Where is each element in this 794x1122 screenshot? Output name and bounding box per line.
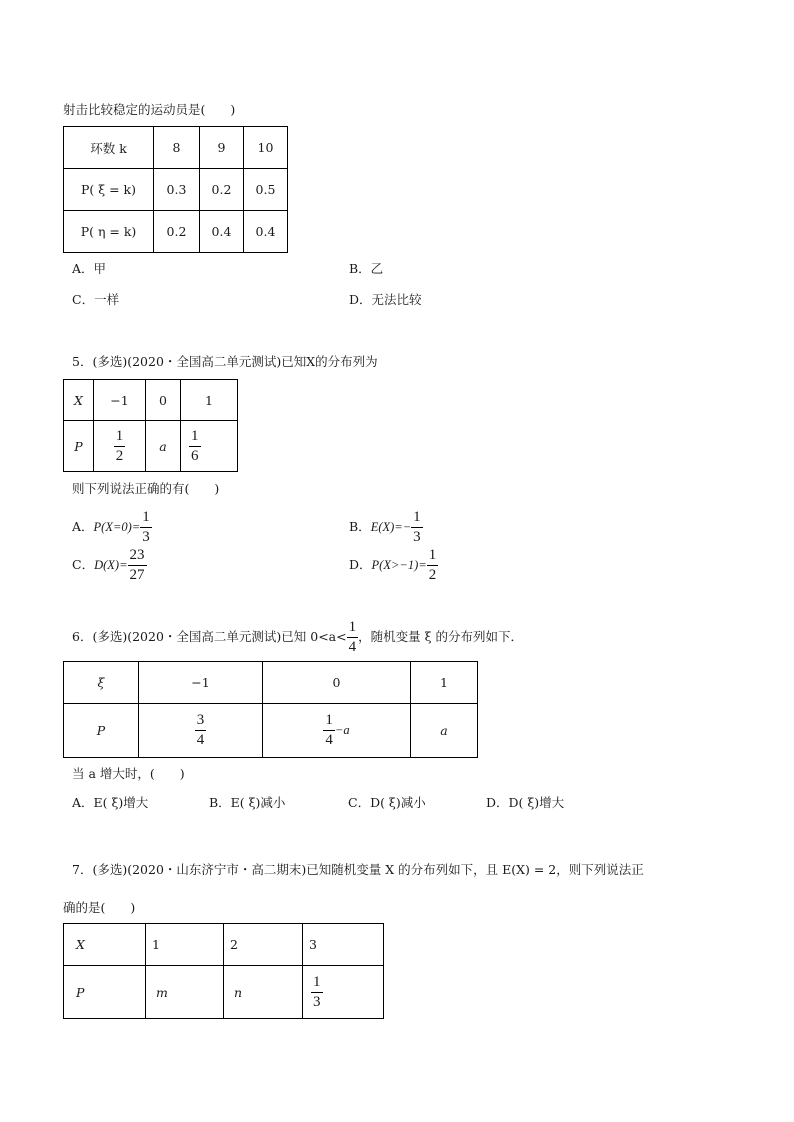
q5-row1-label: X: [64, 380, 94, 421]
q6-option-c: C．D( ξ)减小: [348, 795, 426, 810]
q7-row1-c3: 3: [303, 924, 384, 966]
q4-table: [63, 126, 288, 253]
q7-row2-c1: m: [146, 966, 224, 1019]
fraction: $\frac{3}{4}$: [196, 712, 205, 748]
q5-option-b: B． E(X)=− $\frac{1}{3}$: [349, 509, 421, 545]
fraction: $\frac{1}{3}$: [142, 509, 150, 545]
q5-row1-c3: 1: [181, 380, 238, 421]
q4-row2-label: P( η = k): [64, 211, 154, 253]
q4-option-c: C．一样: [72, 292, 120, 307]
q5-row1-c1: −1: [94, 380, 146, 421]
q4-row1-c1: 0.3: [154, 169, 200, 211]
q6-row2-label: P: [64, 704, 139, 758]
fraction: $\frac{1}{4}$: [325, 712, 333, 748]
q4-row1-c2: 0.2: [200, 169, 244, 211]
q5-option-a: A． P(X=0)= $\frac{1}{3}$: [72, 509, 150, 545]
q4-header-10: 10: [244, 127, 288, 169]
q5-question: 则下列说法正确的有( ): [72, 481, 220, 496]
q6-stem: 6．(多选)(2020・全国高二单元测试)已知 0<a< $\frac{1}{4}$ ，随机变量 ξ 的分布列如下．: [72, 619, 523, 655]
q4-option-a: A．甲: [72, 261, 107, 276]
q4-row1-c3: 0.5: [244, 169, 288, 211]
fraction: $\frac{1}{4}$: [348, 619, 357, 655]
q7-row2-c2: n: [224, 966, 303, 1019]
q7-row1-label: X: [64, 924, 146, 966]
q5-row2-c1: [94, 421, 146, 472]
q5-row2-c2: a: [146, 421, 181, 472]
q7-row2-c3: [303, 966, 384, 1019]
q7-stem-line2: 确的是( ): [63, 900, 136, 915]
q6-row1-c3: 1: [411, 662, 478, 704]
q7-row1-c2: 2: [224, 924, 303, 966]
q4-stem: 射击比较稳定的运动员是( ): [63, 102, 236, 117]
q6-row2-c1: [139, 704, 263, 758]
q4-option-d: D．无法比较: [349, 292, 422, 307]
q4-row2-c3: 0.4: [244, 211, 288, 253]
q5-table: [63, 379, 238, 472]
q6-row1-label: ξ: [64, 662, 139, 704]
q6-option-a: A．E( ξ)增大: [72, 795, 149, 810]
q4-header-8: 8: [154, 127, 200, 169]
fraction: $\frac{1}{2}$: [115, 427, 124, 464]
q7-row2-label: P: [64, 966, 146, 1019]
q4-header-9: 9: [200, 127, 244, 169]
q5-stem: 5．(多选)(2020・全国高二单元测试)已知X的分布列为: [72, 354, 378, 369]
fraction: $\frac{1}{3}$: [313, 973, 321, 1010]
fraction: $\frac{1}{2}$: [428, 547, 437, 583]
q4-row2-c1: 0.2: [154, 211, 200, 253]
q6-option-d: D．D( ξ)增大: [486, 795, 565, 810]
q5-row2-label: P: [64, 421, 94, 472]
q6-row1-c1: −1: [139, 662, 263, 704]
q7-table: [63, 923, 384, 1019]
q6-option-b: B．E( ξ)减小: [209, 795, 286, 810]
q4-row2-c2: 0.4: [200, 211, 244, 253]
fraction: $\frac{23}{27}$: [129, 547, 145, 583]
q6-row1-c2: 0: [263, 662, 411, 704]
q4-row1-label: P( ξ = k): [64, 169, 154, 211]
q4-header-label: 环数 k: [64, 127, 154, 169]
q7-stem-line1: 7．(多选)(2020・山东济宁市・高二期末)已知随机变量 X 的分布列如下，且 E(X) = 2，则下列说法正: [72, 862, 644, 877]
fraction: $\frac{1}{3}$: [413, 509, 421, 545]
q6-table: [63, 661, 478, 758]
q5-row1-c2: 0: [146, 380, 181, 421]
q5-option-c: C． D(X)= $\frac{23}{27}$: [72, 547, 145, 583]
fraction: $\frac{1}{6}$: [191, 427, 199, 464]
q6-row2-c2: $\frac{1}{4}$ −a: [263, 704, 411, 758]
q4-option-b: B．乙: [349, 261, 384, 276]
q5-row2-c3: [181, 421, 238, 472]
q5-option-d: D． P(X>−1)= $\frac{1}{2}$: [349, 547, 437, 583]
q6-row2-c3: a: [411, 704, 478, 758]
q7-row1-c1: 1: [146, 924, 224, 966]
q6-question: 当 a 增大时，( ): [72, 766, 185, 781]
